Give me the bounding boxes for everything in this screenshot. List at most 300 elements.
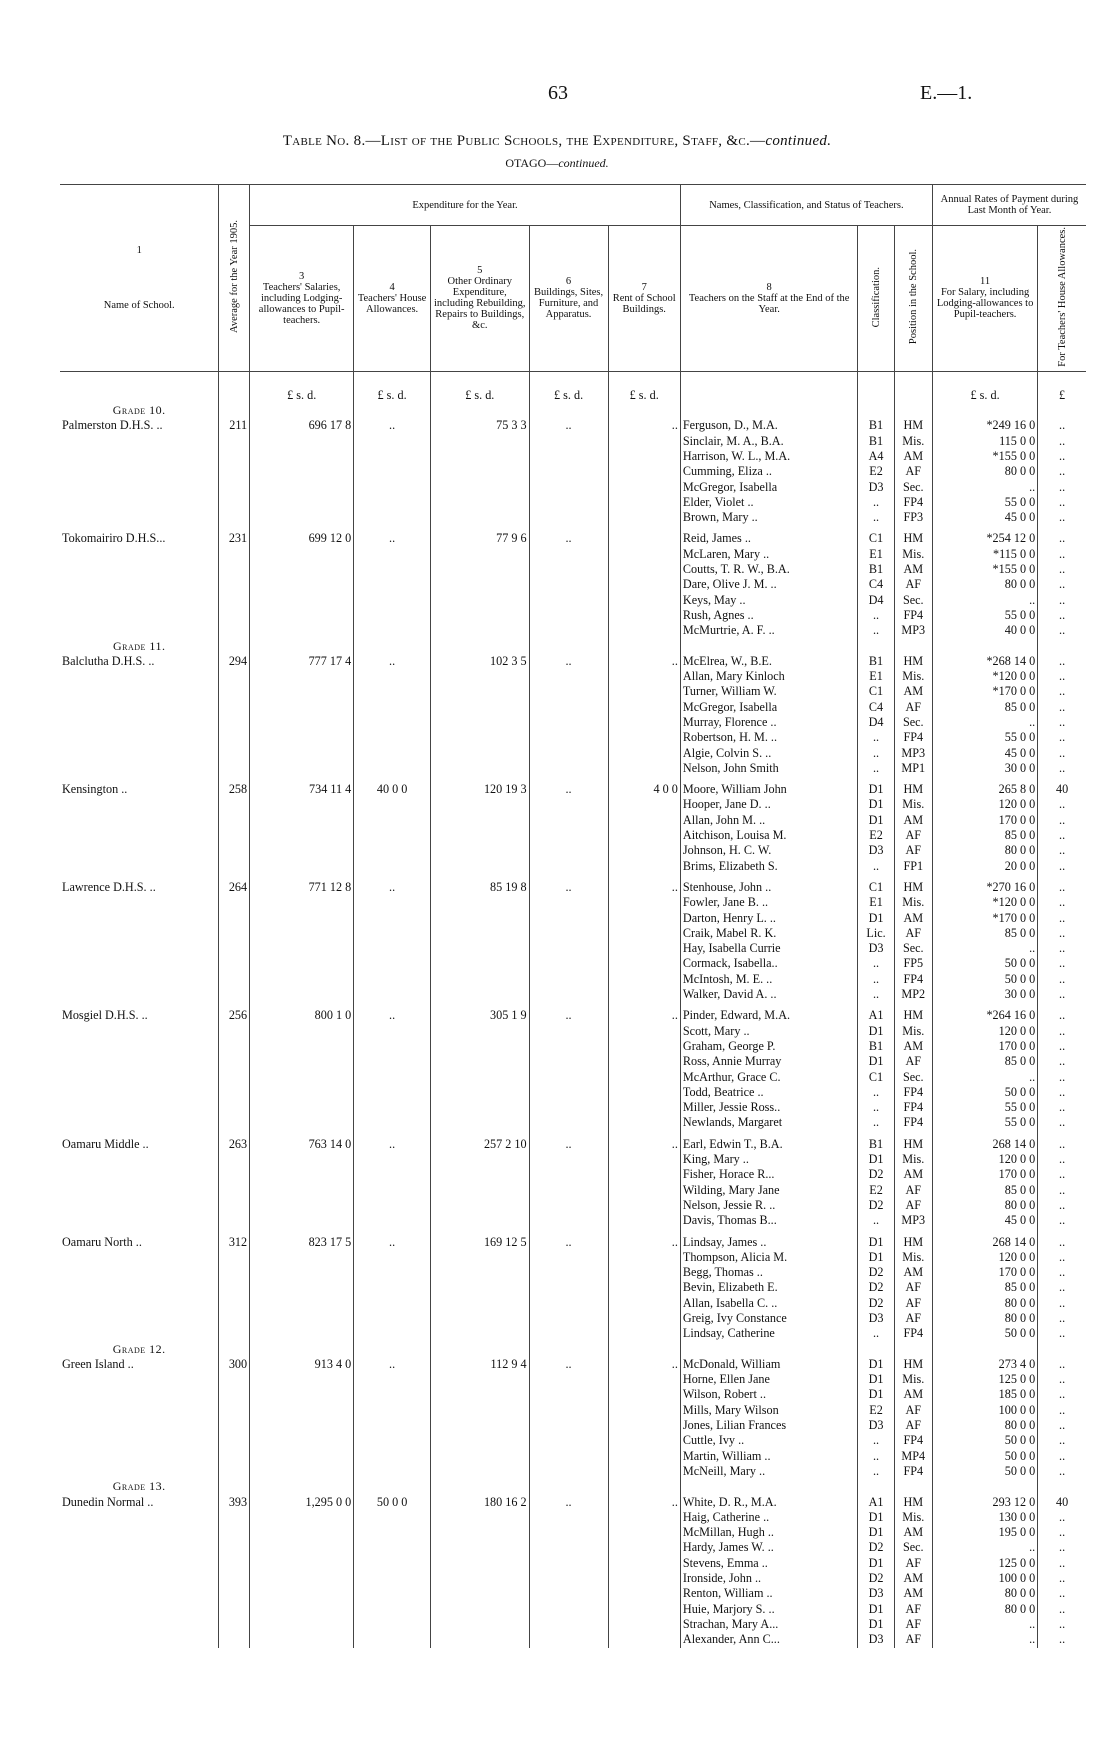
teacher-house-rate: .. [1059, 797, 1066, 812]
empty-cell [60, 1070, 219, 1085]
school-name: Tokomairiro D.H.S... [60, 531, 219, 546]
teacher-name: Rush, Agnes .. [680, 608, 858, 623]
empty-cell [430, 434, 529, 449]
header-position: Position in the School. [894, 226, 932, 372]
empty-cell [529, 700, 608, 715]
empty-cell [60, 623, 219, 638]
school-salaries: 1,295 0 0 [250, 1495, 354, 1510]
table-row [60, 434, 1086, 449]
empty-cell [250, 510, 354, 525]
empty-cell [219, 1183, 250, 1198]
teacher-house-rate: .. [1059, 1213, 1066, 1228]
school-rent: .. [608, 1008, 680, 1023]
empty-cell [529, 1571, 608, 1586]
empty-cell [430, 797, 529, 812]
teacher-position: AF [894, 1280, 932, 1295]
empty-cell [430, 464, 529, 479]
empty-cell [430, 623, 529, 638]
teacher-position: Mis. [894, 1250, 932, 1265]
empty-cell [354, 926, 431, 941]
teacher-house-rate: .. [1059, 925, 1066, 940]
school-average: 211 [219, 418, 250, 433]
table-row [60, 577, 1086, 592]
teacher-name: Hooper, Jane D. .. [680, 797, 858, 812]
empty-cell [529, 1525, 608, 1540]
empty-cell [430, 577, 529, 592]
teacher-house-rate: .. [1059, 494, 1066, 509]
teacher-classification: Lic. [858, 926, 894, 941]
empty-cell [932, 1479, 1037, 1494]
teacher-salary-rate: 55 0 0 [932, 495, 1037, 510]
empty-cell [608, 1449, 680, 1464]
empty-cell [354, 972, 431, 987]
empty-cell [219, 700, 250, 715]
empty-cell [608, 1372, 680, 1387]
school-buildings: .. [529, 654, 608, 669]
teacher-name: Cumming, Eliza .. [680, 464, 858, 479]
empty-cell [608, 547, 680, 562]
teacher-salary-rate: 45 0 0 [932, 1213, 1037, 1228]
teacher-name: Miller, Jessie Ross.. [680, 1100, 858, 1115]
empty-cell [250, 1054, 354, 1069]
table-row [60, 911, 1086, 926]
empty-cell [219, 797, 250, 812]
empty-cell [430, 1311, 529, 1326]
teacher-salary-rate: 185 0 0 [932, 1387, 1037, 1402]
teacher-house-rate: .. [1059, 745, 1066, 760]
empty-cell [608, 480, 680, 495]
empty-cell [250, 1183, 354, 1198]
empty-cell [608, 1571, 680, 1586]
teacher-house-rate: .. [1059, 1387, 1066, 1402]
teacher-name: Robertson, H. M. .. [680, 730, 858, 745]
empty-cell [354, 843, 431, 858]
empty-cell [529, 1342, 608, 1357]
empty-cell [529, 813, 608, 828]
empty-cell [250, 1198, 354, 1213]
empty-cell [430, 843, 529, 858]
empty-cell [354, 1280, 431, 1295]
empty-cell [250, 480, 354, 495]
empty-cell [430, 1510, 529, 1525]
empty-cell [608, 1198, 680, 1213]
empty-cell [250, 1311, 354, 1326]
teacher-salary-rate: .. [932, 715, 1037, 730]
empty-cell [219, 911, 250, 926]
empty-cell [60, 577, 219, 592]
empty-cell [219, 1586, 250, 1601]
empty-cell [529, 547, 608, 562]
teacher-classification: D1 [858, 1024, 894, 1039]
empty-cell [250, 911, 354, 926]
teacher-salary-rate: .. [932, 480, 1037, 495]
empty-cell [894, 639, 932, 654]
empty-cell [354, 1213, 431, 1228]
teacher-name: Hardy, James W. .. [680, 1540, 858, 1555]
empty-cell [430, 608, 529, 623]
empty-cell [608, 1326, 680, 1341]
teacher-house-rate: 40 [1056, 1494, 1069, 1509]
teacher-house-rate: .. [1059, 1555, 1066, 1570]
table-row [60, 1617, 1086, 1632]
empty-cell [608, 1311, 680, 1326]
teacher-position: AF [894, 700, 932, 715]
teacher-position: MP2 [894, 987, 932, 1002]
empty-cell [60, 1586, 219, 1601]
teacher-classification: D2 [858, 1296, 894, 1311]
empty-cell [219, 1403, 250, 1418]
teacher-house-rate: .. [1059, 956, 1066, 971]
school-buildings: .. [529, 1235, 608, 1250]
empty-cell [60, 1525, 219, 1540]
teacher-salary-rate: 45 0 0 [932, 510, 1037, 525]
empty-cell [608, 828, 680, 843]
empty-cell [529, 1586, 608, 1601]
empty-cell [250, 1449, 354, 1464]
teacher-position: AF [894, 577, 932, 592]
teacher-position: HM [894, 1137, 932, 1152]
empty-cell [354, 797, 431, 812]
teacher-house-rate: .. [1059, 1509, 1066, 1524]
empty-cell [354, 1464, 431, 1479]
empty-cell [60, 593, 219, 608]
school-house-allowances: .. [354, 880, 431, 895]
teacher-name: McIntosh, M. E. .. [680, 972, 858, 987]
empty-cell [608, 956, 680, 971]
teacher-name: Nelson, John Smith [680, 761, 858, 776]
header-average: Average for the Year 1905. [219, 185, 250, 372]
empty-cell [529, 1085, 608, 1100]
teacher-position: AM [894, 1387, 932, 1402]
empty-cell [60, 1571, 219, 1586]
empty-cell [608, 843, 680, 858]
teacher-classification: .. [858, 761, 894, 776]
header-classification: Classification. [858, 226, 894, 372]
teacher-house-rate: .. [1059, 1136, 1066, 1151]
empty-cell [219, 684, 250, 699]
empty-cell [894, 403, 932, 418]
teacher-classification: .. [858, 1326, 894, 1341]
empty-cell [529, 495, 608, 510]
teacher-classification: D4 [858, 593, 894, 608]
teacher-classification: D1 [858, 1617, 894, 1632]
empty-cell [250, 1433, 354, 1448]
empty-cell [608, 1632, 680, 1647]
empty-cell [430, 700, 529, 715]
empty-cell [1038, 1342, 1086, 1357]
empty-cell [250, 1213, 354, 1228]
empty-cell [529, 1464, 608, 1479]
empty-cell [219, 1602, 250, 1617]
empty-cell [529, 1250, 608, 1265]
teacher-house-rate: .. [1059, 879, 1066, 894]
empty-cell [219, 1464, 250, 1479]
empty-cell [608, 1586, 680, 1601]
empty-cell [430, 593, 529, 608]
empty-cell [529, 895, 608, 910]
teacher-name: Bevin, Elizabeth E. [680, 1280, 858, 1295]
empty-cell [608, 403, 680, 418]
empty-cell [219, 972, 250, 987]
empty-cell [250, 941, 354, 956]
teacher-name: Pinder, Edward, M.A. [680, 1008, 858, 1023]
table-row [60, 547, 1086, 562]
table-row [60, 1449, 1086, 1464]
school-other-expenditure: 102 3 5 [430, 654, 529, 669]
empty-cell [219, 1039, 250, 1054]
empty-cell [219, 449, 250, 464]
empty-cell [219, 1571, 250, 1586]
table-row [60, 1152, 1086, 1167]
empty-cell [60, 987, 219, 1002]
empty-cell [250, 1418, 354, 1433]
empty-cell [250, 761, 354, 776]
teacher-name: Hay, Isabella Currie [680, 941, 858, 956]
school-buildings: .. [529, 1495, 608, 1510]
empty-cell [219, 434, 250, 449]
empty-cell [354, 1525, 431, 1540]
teacher-name: Thompson, Alicia M. [680, 1250, 858, 1265]
teacher-house-rate: .. [1059, 562, 1066, 577]
table-row [60, 1137, 1086, 1152]
teacher-salary-rate: 120 0 0 [932, 1152, 1037, 1167]
table-row [60, 1250, 1086, 1265]
teacher-house-rate: .. [1059, 607, 1066, 622]
empty-cell [529, 843, 608, 858]
school-rent [608, 531, 680, 546]
table-row [60, 746, 1086, 761]
empty-cell [430, 1265, 529, 1280]
empty-cell [354, 813, 431, 828]
empty-cell [529, 608, 608, 623]
teacher-house-rate: .. [1059, 653, 1066, 668]
teacher-name: Johnson, H. C. W. [680, 843, 858, 858]
empty-cell [250, 813, 354, 828]
empty-cell [250, 495, 354, 510]
empty-cell [430, 1280, 529, 1295]
table-row [60, 843, 1086, 858]
empty-cell [430, 495, 529, 510]
teacher-house-rate: .. [1059, 1152, 1066, 1167]
empty-cell [219, 403, 250, 418]
empty-cell [250, 1296, 354, 1311]
teacher-classification: E2 [858, 828, 894, 843]
table-row [60, 1198, 1086, 1213]
empty-cell [608, 1054, 680, 1069]
teacher-salary-rate: .. [932, 941, 1037, 956]
empty-cell [219, 1510, 250, 1525]
teacher-name: Dare, Olive J. M. .. [680, 577, 858, 592]
teacher-position: AM [894, 449, 932, 464]
school-rent: .. [608, 1137, 680, 1152]
teacher-salary-rate: 80 0 0 [932, 464, 1037, 479]
teacher-name: Moore, William John [680, 782, 858, 797]
teacher-salary-rate: 130 0 0 [932, 1510, 1037, 1525]
teacher-position: AF [894, 1311, 932, 1326]
school-other-expenditure: 112 9 4 [430, 1357, 529, 1372]
empty-cell [250, 926, 354, 941]
table-row [60, 1085, 1086, 1100]
empty-cell [60, 941, 219, 956]
empty-cell [529, 746, 608, 761]
empty-cell [250, 987, 354, 1002]
empty-cell [250, 843, 354, 858]
empty-cell [219, 1100, 250, 1115]
empty-cell [354, 895, 431, 910]
empty-cell [354, 1602, 431, 1617]
school-salaries: 823 17 5 [250, 1235, 354, 1250]
empty-cell [219, 593, 250, 608]
school-name: Oamaru Middle .. [60, 1137, 219, 1152]
empty-cell [60, 1326, 219, 1341]
empty-cell [529, 1213, 608, 1228]
table-row [60, 495, 1086, 510]
empty-cell [608, 1100, 680, 1115]
empty-cell [60, 464, 219, 479]
teacher-house-rate: .. [1059, 1023, 1066, 1038]
empty-cell [608, 434, 680, 449]
empty-cell [608, 1085, 680, 1100]
teacher-position: HM [894, 782, 932, 797]
teacher-house-rate: .. [1059, 1540, 1066, 1555]
unit-lsd: £ s. d. [430, 371, 529, 403]
empty-cell [529, 464, 608, 479]
teacher-position: Mis. [894, 1372, 932, 1387]
teacher-name: Graham, George P. [680, 1039, 858, 1054]
empty-cell [219, 1372, 250, 1387]
empty-cell [608, 562, 680, 577]
teacher-salary-rate: 50 0 0 [932, 956, 1037, 971]
teacher-salary-rate: .. [932, 1070, 1037, 1085]
teacher-house-rate: .. [1059, 1197, 1066, 1212]
empty-cell [529, 1070, 608, 1085]
empty-cell [529, 1617, 608, 1632]
teacher-classification: B1 [858, 1137, 894, 1152]
teacher-salary-rate: 85 0 0 [932, 926, 1037, 941]
empty-cell [430, 1198, 529, 1213]
empty-cell [430, 684, 529, 699]
empty-cell [250, 895, 354, 910]
unit-lsd: £ s. d. [608, 371, 680, 403]
empty-cell [250, 577, 354, 592]
teacher-classification: D2 [858, 1265, 894, 1280]
teacher-salary-rate: 50 0 0 [932, 1449, 1037, 1464]
teacher-name: Algie, Colvin S. .. [680, 746, 858, 761]
empty-cell [680, 639, 858, 654]
empty-cell [250, 1070, 354, 1085]
empty-cell [354, 1433, 431, 1448]
teacher-classification: D2 [858, 1540, 894, 1555]
table-row [60, 1372, 1086, 1387]
empty-cell [354, 828, 431, 843]
empty-cell [1038, 639, 1086, 654]
empty-cell [354, 1054, 431, 1069]
empty-cell [430, 859, 529, 874]
school-house-allowances: .. [354, 418, 431, 433]
empty-cell [60, 1039, 219, 1054]
school-other-expenditure: 180 16 2 [430, 1495, 529, 1510]
empty-cell [354, 1100, 431, 1115]
empty-cell [250, 1571, 354, 1586]
empty-cell [858, 1479, 894, 1494]
empty-cell [219, 1250, 250, 1265]
teacher-position: HM [894, 1235, 932, 1250]
teacher-name: Alexander, Ann C... [680, 1632, 858, 1647]
empty-cell [608, 941, 680, 956]
empty-cell [529, 1479, 608, 1494]
empty-cell [608, 715, 680, 730]
teacher-house-rate: .. [1059, 1525, 1066, 1540]
empty-cell [250, 715, 354, 730]
table-row [60, 895, 1086, 910]
empty-cell [250, 593, 354, 608]
empty-cell [60, 1183, 219, 1198]
empty-cell [529, 480, 608, 495]
table-row [60, 449, 1086, 464]
empty-cell [60, 859, 219, 874]
table-row [60, 1540, 1086, 1555]
teacher-name: Cormack, Isabella.. [680, 956, 858, 971]
teacher-classification: D1 [858, 1054, 894, 1069]
school-house-allowances: .. [354, 1137, 431, 1152]
empty-cell [250, 623, 354, 638]
empty-cell [858, 403, 894, 418]
teacher-name: Ross, Annie Murray [680, 1054, 858, 1069]
teacher-classification: E2 [858, 464, 894, 479]
teacher-classification: D1 [858, 813, 894, 828]
teacher-position: MP1 [894, 761, 932, 776]
empty-cell [608, 510, 680, 525]
empty-cell [219, 1280, 250, 1295]
teacher-salary-rate: 170 0 0 [932, 1167, 1037, 1182]
header-col1-number: 1 [136, 244, 142, 256]
empty-cell [219, 1418, 250, 1433]
grade-label: Grade 10. [60, 403, 219, 418]
empty-cell [430, 1449, 529, 1464]
empty-cell [529, 1632, 608, 1647]
empty-cell [354, 1085, 431, 1100]
teacher-position: AF [894, 464, 932, 479]
teacher-house-rate: .. [1059, 843, 1066, 858]
teacher-position: HM [894, 654, 932, 669]
empty-cell [354, 1540, 431, 1555]
teacher-salary-rate: 120 0 0 [932, 1024, 1037, 1039]
header-col1-label: Name of School. [103, 299, 175, 311]
empty-cell [354, 987, 431, 1002]
teacher-house-rate: .. [1059, 699, 1066, 714]
empty-cell [529, 1372, 608, 1387]
empty-cell [894, 1342, 932, 1357]
teacher-house-rate: .. [1059, 531, 1066, 546]
empty-cell [529, 1167, 608, 1182]
teacher-salary-rate: 80 0 0 [932, 1418, 1037, 1433]
table-row [60, 654, 1086, 669]
empty-cell [60, 700, 219, 715]
school-buildings: .. [529, 782, 608, 797]
teacher-name: Wilson, Robert .. [680, 1387, 858, 1402]
teacher-house-rate: .. [1059, 1433, 1066, 1448]
table-row [60, 1115, 1086, 1130]
table-body [60, 371, 1086, 1647]
teacher-position: AM [894, 1525, 932, 1540]
teacher-classification: .. [858, 623, 894, 638]
empty-cell [250, 1100, 354, 1115]
empty-cell [608, 1479, 680, 1494]
school-house-allowances: .. [354, 531, 431, 546]
teacher-classification: C4 [858, 700, 894, 715]
grade-row [60, 1479, 1086, 1494]
empty-cell [250, 684, 354, 699]
